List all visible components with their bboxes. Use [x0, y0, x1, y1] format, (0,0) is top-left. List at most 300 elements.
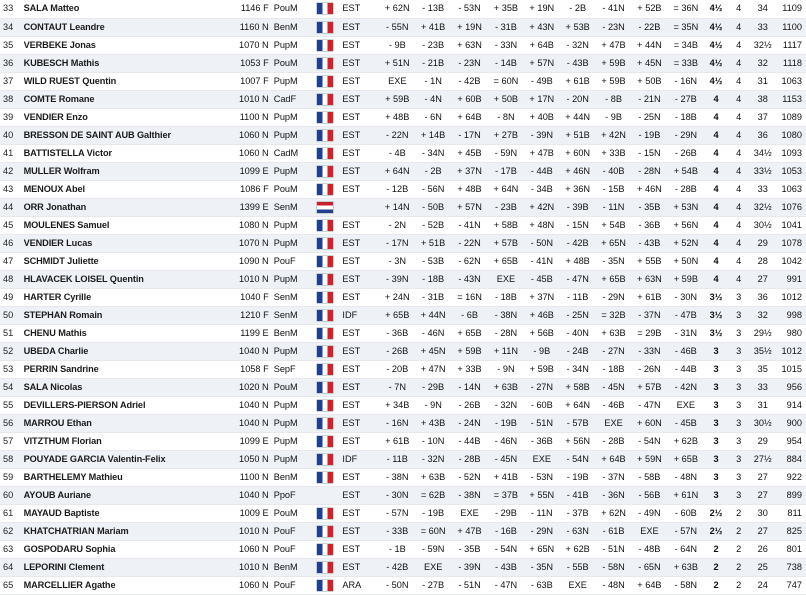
round-result: - 12B	[379, 180, 415, 198]
points-cell: 2½	[704, 522, 728, 540]
tiebreak-1: 3	[728, 468, 750, 486]
rank-cell: 43	[0, 180, 24, 198]
flag-cell	[310, 360, 341, 378]
round-result: - 50B	[415, 198, 451, 216]
tiebreak-2: 29	[749, 234, 776, 252]
player-name: MARCELLIER Agathe	[24, 576, 231, 594]
rank-cell: 59	[0, 468, 24, 486]
player-name: MULLER Wolfram	[24, 162, 231, 180]
tiebreak-2: 32½	[749, 36, 776, 54]
tiebreak-1: 3	[728, 414, 750, 432]
round-result: + 63B	[667, 558, 704, 576]
tiebreak-2: 35½	[749, 342, 776, 360]
round-result: + 43N	[524, 18, 560, 36]
round-result: - 54N	[560, 450, 596, 468]
tiebreak-2: 25	[749, 558, 776, 576]
rank-cell: 35	[0, 36, 24, 54]
points-cell: 4	[704, 108, 728, 126]
tiebreak-2: 31	[749, 396, 776, 414]
category-cell: PpoF	[271, 486, 310, 504]
rank-cell: 44	[0, 198, 24, 216]
tiebreak-1: 4	[728, 234, 750, 252]
points-cell: 3	[704, 396, 728, 414]
round-result: - 19B	[415, 504, 451, 522]
round-result: + 59B	[379, 90, 415, 108]
rank-cell: 46	[0, 234, 24, 252]
flag-cell	[310, 378, 341, 396]
table-row	[0, 468, 806, 486]
player-name: POUYADE GARCIA Valentin-Felix	[24, 450, 231, 468]
round-result: - 29N	[667, 126, 704, 144]
league-cell: EST	[340, 90, 379, 108]
player-name: UBEDA Charlie	[24, 342, 231, 360]
france-flag-icon	[317, 310, 333, 321]
round-result: + 64N	[488, 180, 524, 198]
table-row	[0, 126, 806, 144]
table-row	[0, 234, 806, 252]
round-result: - 61B	[596, 522, 632, 540]
round-result: - 19B	[632, 126, 668, 144]
rank-cell: 34	[0, 18, 24, 36]
elo-cell: 1010 N	[231, 270, 271, 288]
league-cell: EST	[340, 486, 379, 504]
round-result: - 43B	[632, 234, 668, 252]
tiebreak-2: 35	[749, 360, 776, 378]
round-result: - 33N	[488, 36, 524, 54]
round-result: + 59B	[596, 54, 632, 72]
round-result: + 52N	[667, 234, 704, 252]
player-name: WILD RUEST Quentin	[24, 72, 231, 90]
player-name: SALA Matteo	[24, 0, 231, 18]
league-cell: EST	[340, 270, 379, 288]
round-result: + 57B	[632, 378, 668, 396]
round-result: - 63N	[560, 522, 596, 540]
round-result: + 48B	[451, 180, 488, 198]
france-flag-icon	[317, 220, 333, 231]
elo-cell: 1060 N	[231, 126, 271, 144]
flag-cell	[310, 36, 341, 54]
round-result: - 11B	[560, 288, 596, 306]
round-result: + 35B	[488, 0, 524, 18]
round-result: - 27N	[524, 378, 560, 396]
round-result: + 65B	[596, 270, 632, 288]
round-result: + 53B	[560, 18, 596, 36]
round-result: + 54B	[667, 162, 704, 180]
table-row	[0, 450, 806, 468]
round-result: - 8N	[488, 108, 524, 126]
tiebreak-1: 3	[728, 432, 750, 450]
flag-cell	[310, 486, 341, 504]
category-cell: PouM	[271, 378, 310, 396]
league-cell: EST	[340, 108, 379, 126]
table-row	[0, 72, 806, 90]
player-name: VENDIER Lucas	[24, 234, 231, 252]
tiebreak-1: 2	[728, 540, 750, 558]
tiebreak-2: 34	[749, 0, 776, 18]
table-row	[0, 576, 806, 594]
round-result: + 24N	[379, 288, 415, 306]
player-name: MOULENES Samuel	[24, 216, 231, 234]
elo-cell: 1040 N	[231, 486, 271, 504]
round-result: + 33B	[451, 360, 488, 378]
round-result: - 15N	[560, 216, 596, 234]
france-flag-icon	[317, 472, 333, 483]
performance-cell: 914	[776, 396, 806, 414]
performance-cell: 1093	[776, 144, 806, 162]
round-result: - 19B	[488, 414, 524, 432]
flag-cell	[310, 522, 341, 540]
category-cell: BenM	[271, 18, 310, 36]
points-cell: 4	[704, 198, 728, 216]
round-result: - 18B	[596, 360, 632, 378]
round-result: + 46N	[632, 180, 668, 198]
table-row	[0, 522, 806, 540]
rank-cell: 39	[0, 108, 24, 126]
round-result: - 65N	[632, 558, 668, 576]
round-result: - 47N	[632, 396, 668, 414]
category-cell: PouF	[271, 252, 310, 270]
france-flag-icon	[317, 436, 333, 447]
round-result: - 15N	[632, 144, 668, 162]
round-result: - 17N	[451, 126, 488, 144]
tiebreak-1: 4	[728, 72, 750, 90]
round-result: - 11N	[524, 504, 560, 522]
round-result: - 28N	[488, 324, 524, 342]
round-result: + 55N	[524, 486, 560, 504]
player-name: MAYAUD Baptiste	[24, 504, 231, 522]
flag-cell	[310, 162, 341, 180]
table-row	[0, 198, 806, 216]
performance-cell: 900	[776, 414, 806, 432]
tiebreak-1: 4	[728, 108, 750, 126]
flag-cell	[310, 504, 341, 522]
elo-cell: 1060 N	[231, 576, 271, 594]
round-result: - 57N	[379, 504, 415, 522]
performance-cell: 1042	[776, 252, 806, 270]
round-result: = 60N	[488, 72, 524, 90]
points-cell: 3	[704, 450, 728, 468]
round-result: - 38N	[379, 468, 415, 486]
player-name: VENDIER Enzo	[24, 108, 231, 126]
france-flag-icon	[317, 166, 333, 177]
performance-cell: 1153	[776, 90, 806, 108]
performance-cell: 1063	[776, 180, 806, 198]
round-result: + 60N	[632, 414, 668, 432]
league-cell: EST	[340, 504, 379, 522]
round-result: + 19N	[451, 18, 488, 36]
round-result: - 11N	[596, 198, 632, 216]
rank-cell: 38	[0, 90, 24, 108]
elo-cell: 1009 E	[231, 504, 271, 522]
elo-cell: 1099 E	[231, 162, 271, 180]
category-cell: PouM	[271, 504, 310, 522]
round-result: - 17B	[488, 162, 524, 180]
france-flag-icon	[317, 526, 333, 537]
round-result: - 41N	[451, 216, 488, 234]
league-cell: IDF	[340, 450, 379, 468]
performance-cell: 1109	[776, 0, 806, 18]
elo-cell: 1100 N	[231, 468, 271, 486]
round-result: - 28B	[596, 432, 632, 450]
round-result: + 14B	[415, 126, 451, 144]
table-row	[0, 0, 806, 18]
rank-cell: 49	[0, 288, 24, 306]
player-name: HLAVACEK LOISEL Quentin	[24, 270, 231, 288]
points-cell: 3½	[704, 306, 728, 324]
round-result: + 42N	[524, 198, 560, 216]
round-result: + 50B	[488, 90, 524, 108]
category-cell: PupM	[271, 36, 310, 54]
france-flag-icon	[317, 508, 333, 519]
rank-cell: 45	[0, 216, 24, 234]
round-result: EXE	[632, 522, 668, 540]
round-result: EXE	[560, 576, 596, 594]
round-result: + 45N	[632, 54, 668, 72]
tiebreak-1: 3	[728, 450, 750, 468]
rank-cell: 61	[0, 504, 24, 522]
player-name: CONTAUT Leandre	[24, 18, 231, 36]
round-result: - 37B	[560, 504, 596, 522]
round-result: + 62N	[596, 504, 632, 522]
performance-cell: 811	[776, 504, 806, 522]
round-result: + 34B	[379, 396, 415, 414]
points-cell: 4½	[704, 72, 728, 90]
round-result: - 16N	[379, 414, 415, 432]
player-name: MARROU Ethan	[24, 414, 231, 432]
points-cell: 3	[704, 360, 728, 378]
table-row	[0, 18, 806, 36]
player-name: VITZTHUM Florian	[24, 432, 231, 450]
round-result: - 41N	[524, 252, 560, 270]
rank-cell: 50	[0, 306, 24, 324]
round-result: + 50B	[632, 72, 668, 90]
tiebreak-2: 27	[749, 486, 776, 504]
round-result: - 43B	[488, 558, 524, 576]
category-cell: PouF	[271, 522, 310, 540]
category-cell: PupM	[271, 270, 310, 288]
round-result: + 64N	[379, 162, 415, 180]
performance-cell: 922	[776, 468, 806, 486]
table-row	[0, 108, 806, 126]
points-cell: 4½	[704, 18, 728, 36]
round-result: + 59N	[632, 450, 668, 468]
round-result: - 32N	[488, 396, 524, 414]
tiebreak-1: 3	[728, 288, 750, 306]
league-cell: ARA	[340, 576, 379, 594]
rank-cell: 57	[0, 432, 24, 450]
rank-cell: 54	[0, 378, 24, 396]
round-result: + 64B	[524, 36, 560, 54]
round-result: - 2B	[560, 0, 596, 18]
points-cell: 2	[704, 576, 728, 594]
round-result: + 58B	[560, 378, 596, 396]
round-result: + 65B	[488, 252, 524, 270]
player-name: STEPHAN Romain	[24, 306, 231, 324]
player-name: KHATCHATRIAN Mariam	[24, 522, 231, 540]
round-result: - 47B	[667, 306, 704, 324]
round-result: - 27B	[415, 576, 451, 594]
round-result: - 33N	[632, 342, 668, 360]
tiebreak-2: 28	[749, 252, 776, 270]
round-result: - 54N	[632, 432, 668, 450]
round-result: - 52N	[451, 468, 488, 486]
round-result: - 47N	[488, 576, 524, 594]
player-name: PERRIN Sandrine	[24, 360, 231, 378]
round-result: - 53N	[451, 0, 488, 18]
category-cell: PouF	[271, 540, 310, 558]
round-result: - 18B	[415, 270, 451, 288]
tiebreak-1: 2	[728, 558, 750, 576]
flag-cell	[310, 180, 341, 198]
round-result: - 34N	[415, 144, 451, 162]
round-result: + 52B	[632, 0, 668, 18]
tiebreak-2: 36	[749, 288, 776, 306]
elo-cell: 1040 F	[231, 288, 271, 306]
tiebreak-1: 4	[728, 54, 750, 72]
performance-cell: 1063	[776, 72, 806, 90]
rank-cell: 41	[0, 144, 24, 162]
elo-cell: 1070 N	[231, 234, 271, 252]
round-result: - 2N	[379, 216, 415, 234]
round-result: + 19N	[524, 0, 560, 18]
rank-cell: 64	[0, 558, 24, 576]
round-result: = 34B	[667, 36, 704, 54]
league-cell: IDF	[340, 306, 379, 324]
elo-cell: 1040 N	[231, 342, 271, 360]
table-row	[0, 396, 806, 414]
round-result: - 4N	[415, 90, 451, 108]
table-row	[0, 360, 806, 378]
tiebreak-1: 4	[728, 36, 750, 54]
points-cell: 4	[704, 126, 728, 144]
round-result: - 36B	[524, 432, 560, 450]
round-result: - 60B	[524, 396, 560, 414]
round-result: EXE	[415, 558, 451, 576]
round-result: - 42N	[667, 378, 704, 396]
league-cell	[340, 198, 379, 216]
player-name: BATTISTELLA Victor	[24, 144, 231, 162]
round-result: - 33B	[379, 522, 415, 540]
round-result: - 53N	[524, 468, 560, 486]
tiebreak-2: 32	[749, 54, 776, 72]
round-result: + 56B	[524, 324, 560, 342]
round-result: - 14N	[451, 378, 488, 396]
round-result: - 47N	[560, 270, 596, 288]
rank-cell: 63	[0, 540, 24, 558]
points-cell: 3	[704, 342, 728, 360]
league-cell: EST	[340, 414, 379, 432]
rank-cell: 47	[0, 252, 24, 270]
round-result: - 34B	[524, 180, 560, 198]
tiebreak-2: 29½	[749, 324, 776, 342]
table-row	[0, 414, 806, 432]
performance-cell: 1078	[776, 234, 806, 252]
round-result: EXE	[488, 270, 524, 288]
tiebreak-1: 4	[728, 18, 750, 36]
round-result: - 57N	[667, 522, 704, 540]
category-cell: CadF	[271, 90, 310, 108]
elo-cell: 1060 N	[231, 540, 271, 558]
category-cell: BenM	[271, 324, 310, 342]
flag-cell	[310, 432, 341, 450]
round-result: - 46N	[415, 324, 451, 342]
points-cell: 4	[704, 252, 728, 270]
flag-cell	[310, 414, 341, 432]
round-result: - 58N	[596, 558, 632, 576]
rank-cell: 58	[0, 450, 24, 468]
player-name: SALA Nicolas	[24, 378, 231, 396]
round-result: - 35B	[451, 540, 488, 558]
round-result: + 47B	[596, 36, 632, 54]
france-flag-icon	[317, 562, 333, 573]
round-result: + 41B	[415, 18, 451, 36]
france-flag-icon	[317, 40, 333, 51]
tiebreak-1: 2	[728, 522, 750, 540]
round-result: + 47B	[451, 522, 488, 540]
performance-cell: 1041	[776, 216, 806, 234]
france-flag-icon	[317, 454, 333, 465]
round-result: - 26B	[379, 342, 415, 360]
round-result: - 9B	[524, 342, 560, 360]
round-result: = 35N	[667, 18, 704, 36]
tiebreak-2: 27	[749, 468, 776, 486]
performance-cell: 1100	[776, 18, 806, 36]
round-result: - 30N	[379, 486, 415, 504]
player-name: HARTER Cyrille	[24, 288, 231, 306]
tiebreak-2: 32	[749, 306, 776, 324]
elo-cell: 1210 F	[231, 306, 271, 324]
round-result: + 64B	[451, 108, 488, 126]
round-result: - 9B	[596, 108, 632, 126]
round-result: - 29N	[596, 288, 632, 306]
france-flag-icon	[317, 274, 333, 285]
round-result: - 16B	[488, 522, 524, 540]
table-row	[0, 90, 806, 108]
france-flag-icon	[317, 382, 333, 393]
round-result: + 63N	[451, 36, 488, 54]
round-result: - 55N	[379, 18, 415, 36]
round-result: - 55B	[560, 558, 596, 576]
elo-cell: 1040 N	[231, 414, 271, 432]
round-result: + 47N	[415, 360, 451, 378]
round-result: + 46B	[524, 306, 560, 324]
league-cell: EST	[340, 216, 379, 234]
player-name: SCHMIDT Juliette	[24, 252, 231, 270]
points-cell: 4	[704, 216, 728, 234]
round-result: + 62B	[560, 540, 596, 558]
category-cell: SenM	[271, 288, 310, 306]
points-cell: 2	[704, 558, 728, 576]
round-result: + 46N	[560, 162, 596, 180]
tiebreak-2: 31	[749, 72, 776, 90]
tiebreak-1: 3	[728, 360, 750, 378]
round-result: - 24B	[560, 342, 596, 360]
round-result: - 34N	[560, 360, 596, 378]
round-result: - 49N	[632, 504, 668, 522]
elo-cell: 1146 F	[231, 0, 271, 18]
points-cell: 3	[704, 432, 728, 450]
rank-cell: 51	[0, 324, 24, 342]
performance-cell: 1076	[776, 198, 806, 216]
tiebreak-2: 34½	[749, 144, 776, 162]
round-result: - 39B	[560, 198, 596, 216]
flag-cell	[310, 558, 341, 576]
category-cell: PupM	[271, 342, 310, 360]
tiebreak-2: 26	[749, 540, 776, 558]
round-result: + 53N	[667, 198, 704, 216]
round-result: + 45B	[451, 144, 488, 162]
category-cell: PouM	[271, 180, 310, 198]
